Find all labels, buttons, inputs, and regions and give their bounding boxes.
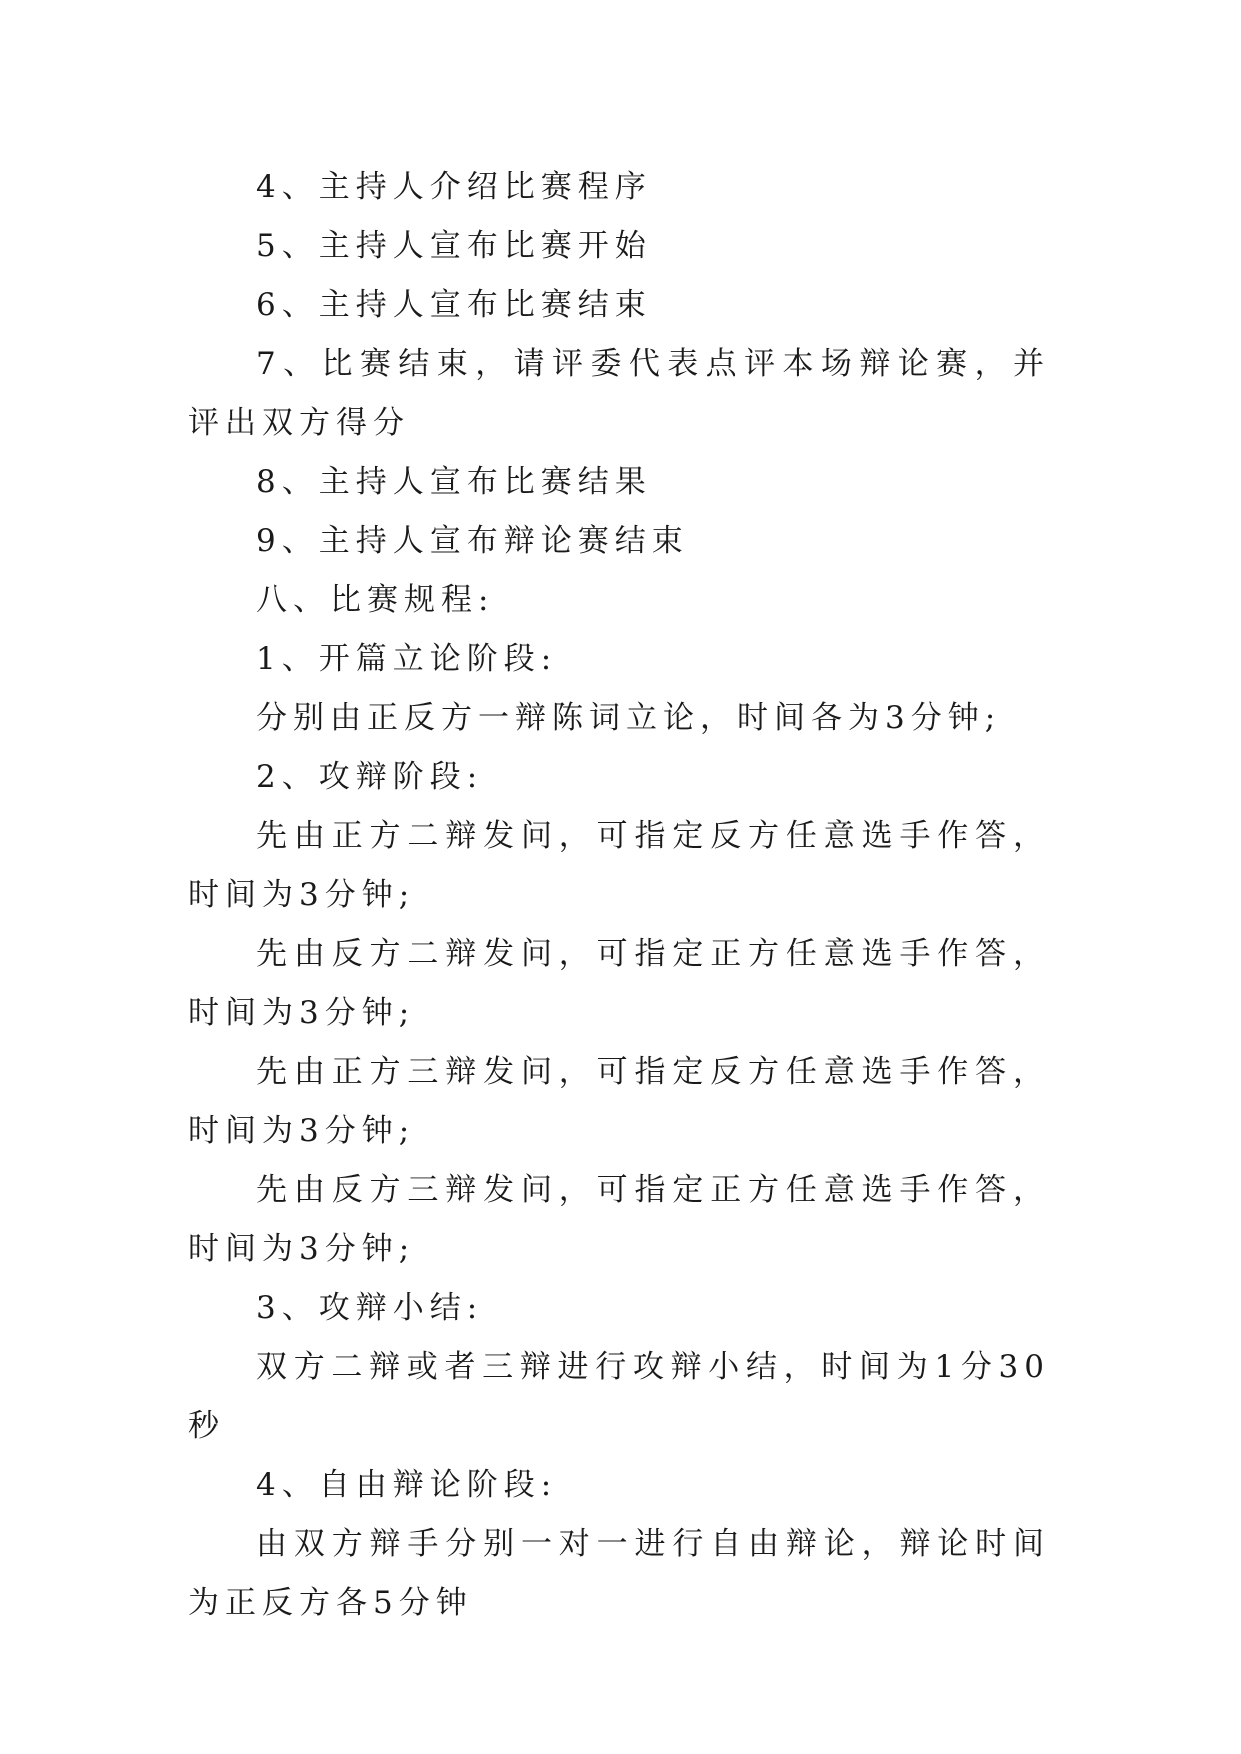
paragraph: 先由正方二辩发问，可指定反方任意选手作答，时间为3分钟; [188, 818, 1050, 913]
paragraph: 8、主持人宣布比赛结果 [256, 464, 652, 500]
paragraph: 先由反方三辩发问，可指定正方任意选手作答，时间为3分钟; [188, 1172, 1050, 1267]
paragraph: 双方二辩或者三辩进行攻辩小结，时间为1分30秒 [188, 1349, 1050, 1444]
paragraph: 先由正方三辩发问，可指定反方任意选手作答，时间为3分钟; [188, 1054, 1050, 1149]
paragraph: 分别由正反方一辩陈词立论，时间各为3分钟; [256, 700, 1002, 736]
document-body [188, 158, 1050, 1633]
paragraph: 6、主持人宣布比赛结束 [256, 287, 652, 323]
paragraph: 由双方辩手分别一对一进行自由辩论，辩论时间为正反方各5分钟 [188, 1526, 1050, 1621]
subsection-heading: 3、攻辩小结: [256, 1290, 484, 1326]
paragraph: 先由反方二辩发问，可指定正方任意选手作答，时间为3分钟; [188, 936, 1050, 1031]
subsection-heading: 4、自由辩论阶段: [256, 1467, 558, 1503]
paragraph: 7、比赛结束，请评委代表点评本场辩论赛，并评出双方得分 [188, 346, 1050, 441]
section-heading: 八、比赛规程: [256, 582, 495, 618]
paragraph: 5、主持人宣布比赛开始 [256, 228, 652, 264]
subsection-heading: 1、开篇立论阶段: [256, 641, 558, 677]
paragraph: 9、主持人宣布辩论赛结束 [256, 523, 689, 559]
subsection-heading: 2、攻辩阶段: [256, 759, 484, 795]
paragraph: 4、主持人介绍比赛程序 [256, 169, 652, 205]
